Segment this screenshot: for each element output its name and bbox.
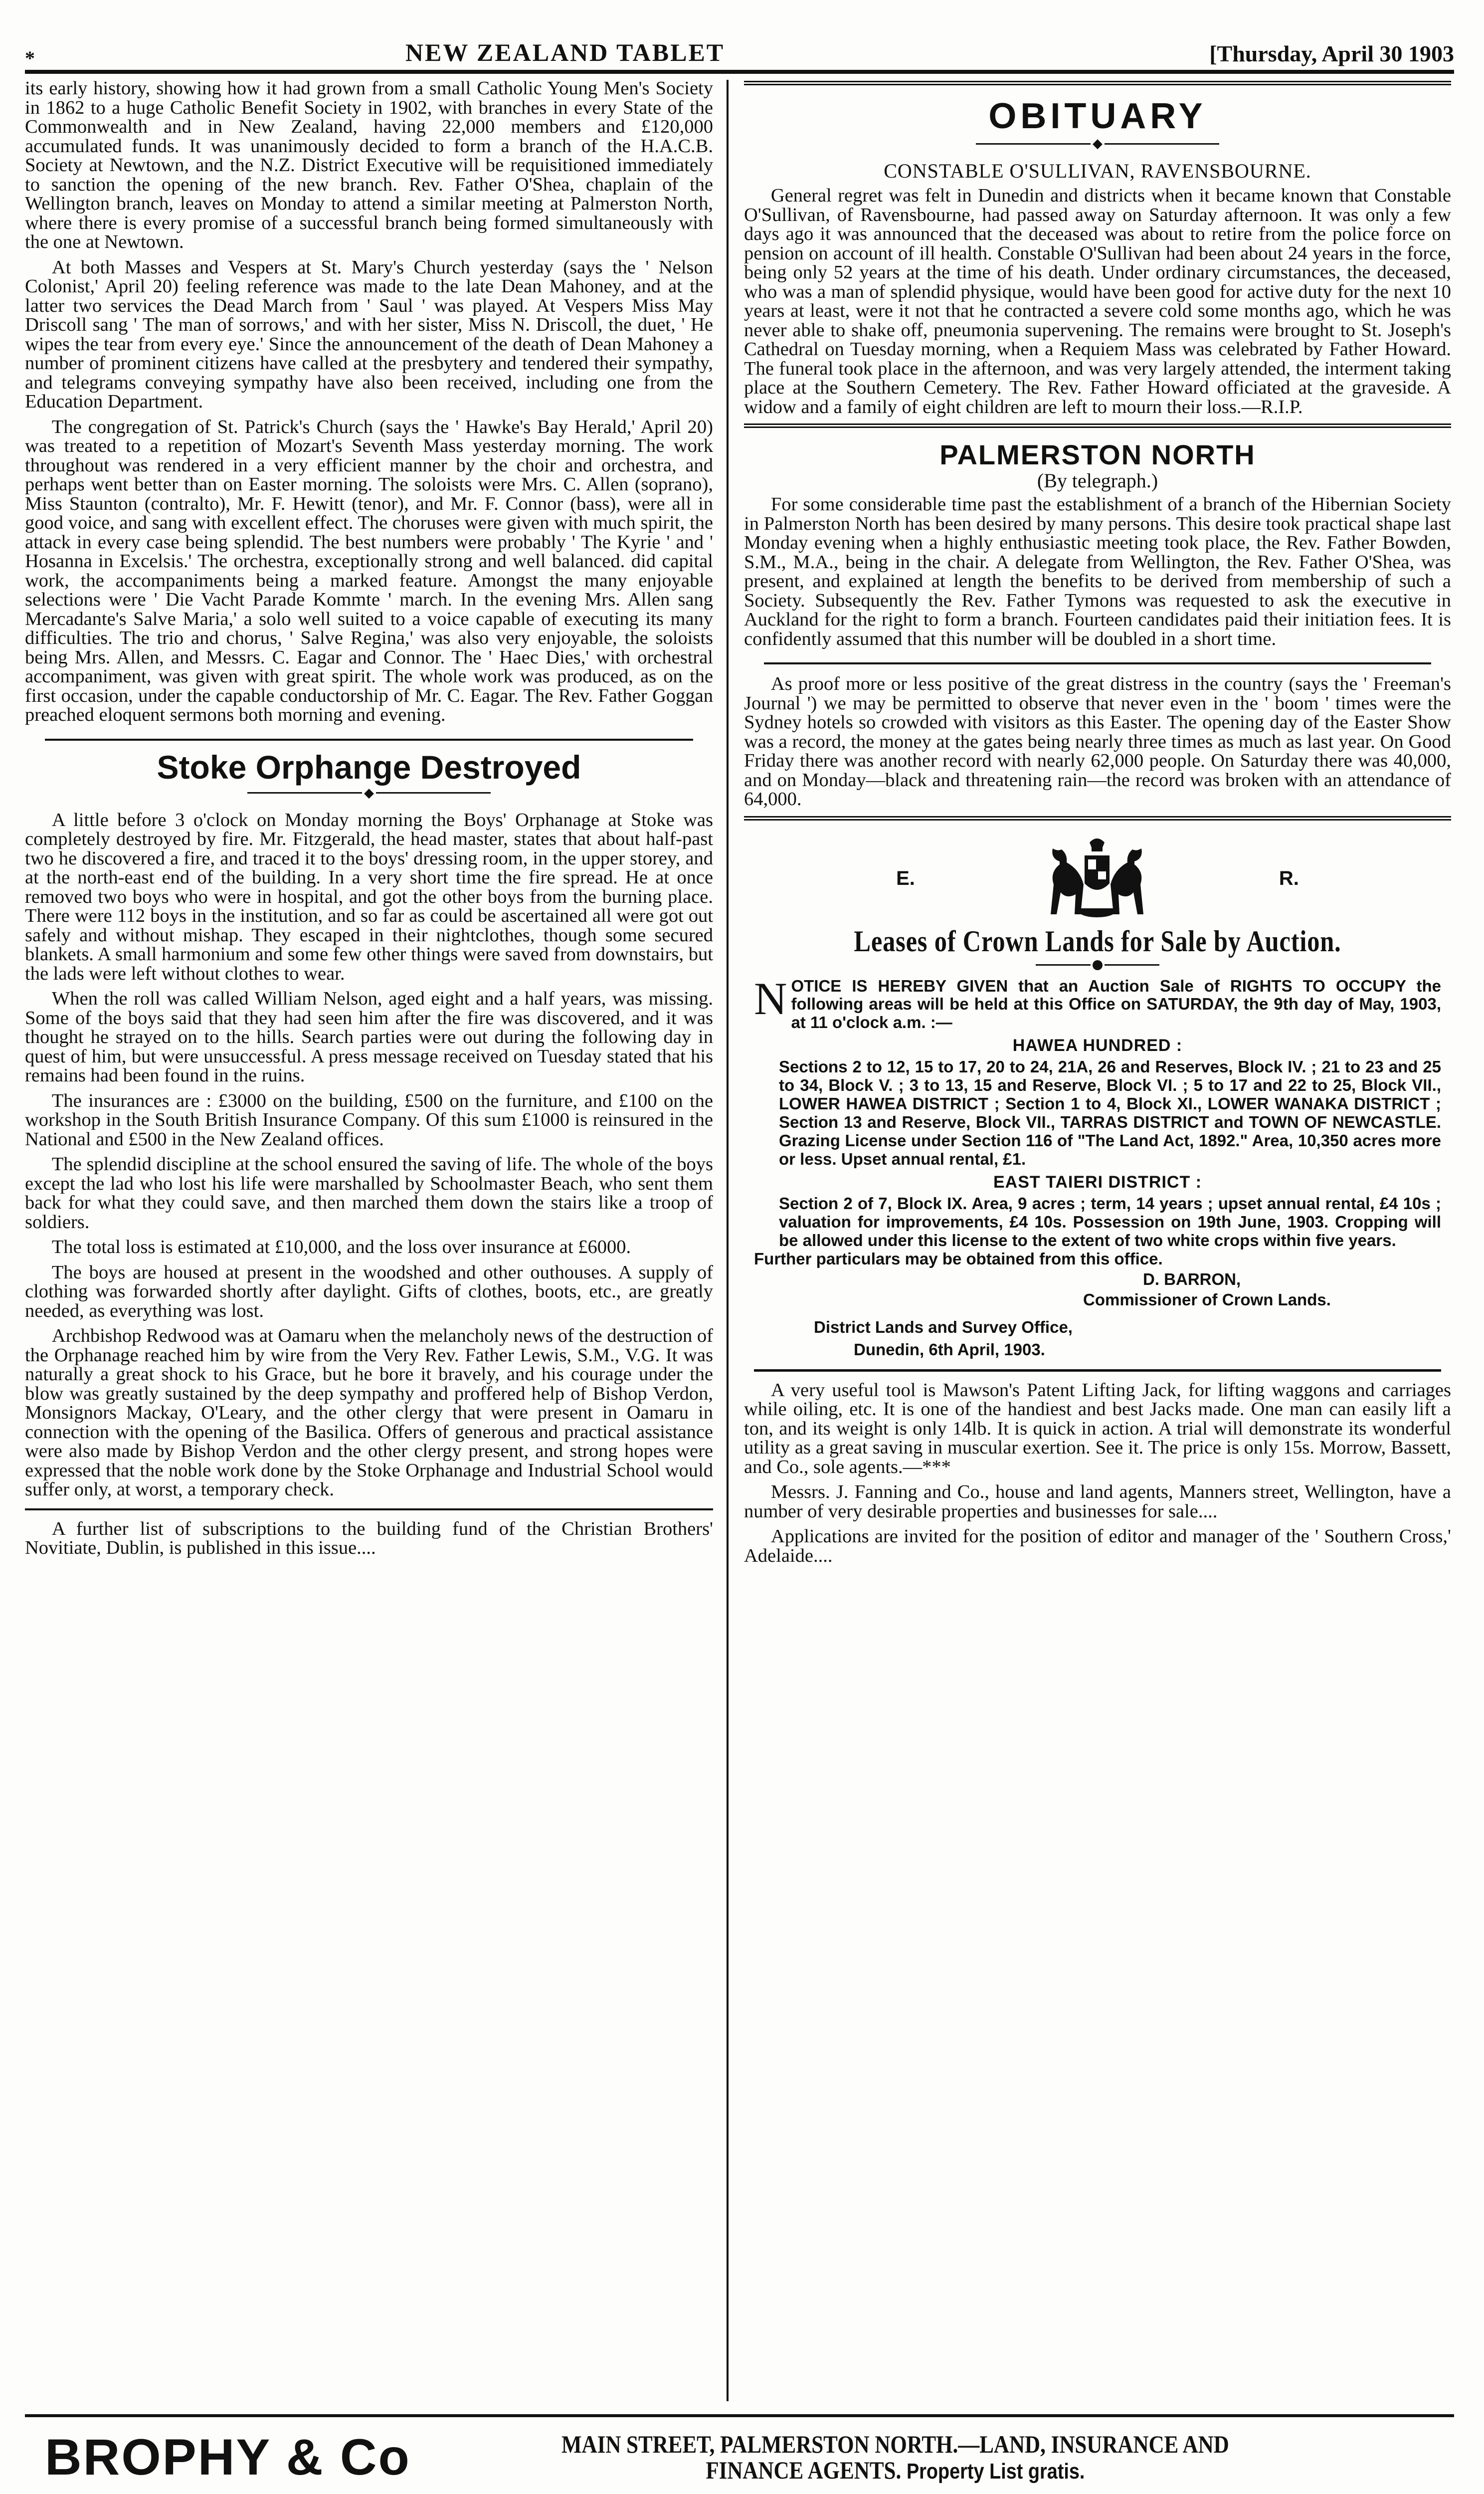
crest-row xyxy=(754,833,1441,923)
stoke-paragraph: The insurances are : £3000 on the building, £500 on the furniture, and £100 on the workshop in the South British Insurance Company. Of this sum £1000 is reinsured in the National and £500 in the New Zealand offices. xyxy=(25,1090,713,1150)
advert-place-date: Dunedin, 6th April, 1903. xyxy=(854,1340,1045,1359)
column-rule xyxy=(727,80,729,2401)
headline-ornament xyxy=(744,137,1451,150)
masthead-title: NEW ZEALAND TABLET xyxy=(405,38,725,66)
section-divider xyxy=(764,662,1431,664)
diamond-ornament-icon: ◆ xyxy=(1093,136,1103,151)
footer-advert xyxy=(25,2414,1454,2494)
subscriptions-paragraph: A further list of subscriptions to the building fund of the Christian Brothers' Novitiate, Dublin, is published in this issue.... xyxy=(25,1518,713,1558)
advert-ornament xyxy=(754,960,1441,970)
section-divider xyxy=(744,816,1451,821)
stoke-paragraph: When the roll was called William Nelson, aged eight and a half years, was missing. Some of the boys said that they had seen him after the fire was discovered, and it was thought he strayed on to the hills. Search parties were out during the following day in quest of him, but were unsuccessful. A press message received on Tuesday stated that his remains had been found in the ruins. xyxy=(25,988,713,1086)
crest-letter-right: R. xyxy=(1279,867,1299,889)
obituary-title: OBITUARY xyxy=(988,96,1207,136)
distress-paragraph: As proof more or less positive of the great distress in the country (says the ' Freeman's Journal ') we may be permitted to observe that never even in the ' boom ' times were the Sydney hotels so crowded with visitors as this Easter. The opening day of the Easter Show was a record, the money at the gates being nearly three times as much as last year. On Good Friday there was another record with nearly 62,000 people. On Saturday there was 40,000, and on Monday—black and threatening rain—the record was broken with an attendance of 64,000. xyxy=(744,673,1451,810)
masthead xyxy=(25,20,1454,74)
obituary-paragraph: General regret was felt in Dunedin and districts when it became known that Constable O'Sullivan, of Ravensbourne, had passed away on Saturday afternoon. It was only a few days ago it was announced that the deceased was about to retire from the police force on pension on account of ill health. Constable O'Sullivan had been about 24 years in the force, being only 52 years at the time of his death. Under ordinary circumstances, the deceased, who was a man of splendid physique, would have been good for active duty for the next 10 years at least, were it not that he contracted a severe cold some months ago, which he was never able to shake off, pneumonia supervening. The remains were brought to St. Joseph's Cathedral on Tuesday morning, when a Requiem Mass was celebrated by Father Howard. The funeral took place in the afternoon, and was very largely attended, the interment taking place at the Southern Cemetery. The Rev. Father Howard officiated at the graveside. A widow and a family of eight children are left to mourn their loss.—R.I.P. xyxy=(744,185,1451,417)
diamond-ornament-icon: ◆ xyxy=(364,785,374,800)
advert-dropcap: N xyxy=(754,973,787,1024)
advert-body xyxy=(754,973,1441,1359)
footer-company-name: BROPHY & Co xyxy=(45,2428,411,2486)
section-divider xyxy=(744,423,1451,428)
left-column xyxy=(25,79,713,2399)
advert-signatory-title: Commissioner of Crown Lands. xyxy=(1083,1290,1331,1309)
advert-section-title: HAWEA HUNDRED : xyxy=(1012,1036,1183,1055)
stoke-paragraph: The boys are housed at present in the woodshed and other outhouses. A supply of clothing was forwarded shortly after daylight. Gifts of clothes, boots, etc., are greatly needed, as everything was lost. xyxy=(25,1261,713,1321)
footer-advert-text xyxy=(474,2431,1317,2484)
footer-gratis: Property List gratis. xyxy=(906,2459,1085,2484)
advert-office: District Lands and Survey Office, xyxy=(814,1317,1073,1336)
stoke-headline: Stoke Orphange Destroyed xyxy=(157,748,581,786)
advert-further: Further particulars may be obtained from this office. xyxy=(754,1249,1163,1268)
advert-bottom-rule xyxy=(754,1369,1441,1372)
section-divider xyxy=(25,1508,713,1510)
advert-section-title: EAST TAIERI DISTRICT : xyxy=(993,1173,1202,1192)
advert-intro: OTICE IS HEREBY GIVEN that an Auction Sale of RIGHTS TO OCCUPY the following areas will be held at this Office on SATURDAY, the 9th day of May, 1903, at 11 o'clock a.m. :— xyxy=(791,976,1441,1032)
advert-title: Leases of Crown Lands for Sale by Auction. xyxy=(854,924,1341,958)
advert-section-text: Sections 2 to 12, 15 to 17, 20 to 24, 21A, 26 and Reserves, Block IV. ; 21 to 23 and 25 to 34, Block V. ; 3 to 13, 15 and Reserve, Block VI. ; 5 to 17 and 22 to 25, Block VII., LOWER HAWEA DISTRICT ; Section 1 to 4, Block XI., LOWER WANAKA DISTRICT ; Section 13 and Reserve, Block VII., TARRAS DISTRICT and TOWN OF NEWCASTLE. Grazing License under Section 116 of "The Land Act, 1892." Area, 10,350 acres more or less. Upset annual rental, £1. xyxy=(779,1057,1441,1169)
stoke-paragraph: The splendid discipline at the school ensured the saving of life. The whole of the boys except the lad who lost his life were marshalled by Schoolmaster Beach, who sent them back for what they could save, and then marched them down the stairs like a troop of soldiers. xyxy=(25,1154,713,1233)
section-divider xyxy=(744,81,1451,85)
advert-signatory: D. BARRON, xyxy=(1143,1270,1241,1289)
dot-ornament-icon xyxy=(1093,960,1103,970)
crown-lands-advert xyxy=(754,833,1441,1372)
stoke-paragraph: The total loss is estimated at £10,000, and the loss over insurance at £6000. xyxy=(51,1237,631,1257)
advert-section-text: Section 2 of 7, Block IX. Area, 9 acres ; term, 14 years ; upset annual rental, £4 10s ; valuation for improvements, £4 10s. Possession on 19th June, 1903. Cropping will be allowed under this license to the extent of two white crops within five years. xyxy=(779,1194,1441,1250)
right-column xyxy=(744,79,1451,2399)
st-marys-paragraph: At both Masses and Vespers at St. Mary's Church yesterday (says the ' Nelson Colonist,' April 20) feeling reference was made to the late Dean Mahoney, and at the latter two services the Dead March from ' Saul ' was played. At Vespers Miss May Driscoll sang ' The man of sorrows,' and with her sister, Miss N. Driscoll, the duet, ' He wipes the tear from every eye.' Since the announcement of the death of Dean Mahoney a number of prominent citizens have called at the presbytery and tendered their sympathy, and telegrams conveying sympathy have also been received, including one from the Education Department. xyxy=(25,256,713,412)
stoke-paragraph: Archbishop Redwood was at Oamaru when the melancholy news of the destruction of the Orphanage reached him by wire from the Very Rev. Father Lewis, S.M., V.G. It was naturally a great shock to his Grace, but he bore it bravely, and his courage under the blow was greatly sustained by the deep sympathy and proffered help of Bishop Verdon, Monsignors Mackay, O'Leary, and the other clergy that were present in Oamaru in connection with the opening of the Basilica. Offers of generous and practical assistance were also made by Bishop Verdon and the other clergy present, and strong hopes were expressed that the noble work done by the Stoke Orphanage and Industrial School would suffer only, at worst, a temporary check. xyxy=(25,1325,713,1500)
applications-paragraph: Applications are invited for the position of editor and manager of the ' Southern Cross,' Adelaide.... xyxy=(744,1526,1451,1566)
royal-coat-of-arms-icon xyxy=(1040,833,1154,923)
fanning-paragraph: Messrs. J. Fanning and Co., house and land agents, Manners street, Wellington, have a number of very desirable properties and businesses for sale.... xyxy=(744,1481,1451,1522)
masthead-date: [Thursday, April 30 1903 xyxy=(1209,41,1454,66)
obituary-subhead: CONSTABLE O'SULLIVAN, RAVENSBOURNE. xyxy=(884,160,1311,182)
palmerston-title: PALMERSTON NORTH xyxy=(939,439,1256,470)
palmerston-byline: (By telegraph.) xyxy=(1037,469,1158,492)
headline-ornament xyxy=(25,787,713,800)
mawson-paragraph: A very useful tool is Mawson's Patent Lifting Jack, for lifting waggons and carriages while oiling, etc. It is one of the handiest and best Jacks made. One man can easily lift a ton, and its weight is only 14lb. It is quick in action. A trial will demonstrate its wonderful utility as a great saving in muscular exertion. See it. The price is only 15s. Morrow, Bassett, and Co., sole agents.—*** xyxy=(744,1379,1451,1477)
footer-line-2: FINANCE AGENTS. xyxy=(706,2456,902,2484)
masthead-mark: * xyxy=(25,47,35,69)
section-divider xyxy=(45,739,693,741)
hacb-paragraph: its early history, showing how it had grown from a small Catholic Young Men's Society in 1862 to a huge Catholic Benefit Society in 1902, with branches in every State of the Commonwealth and in New Zealand, having 22,000 members and £120,000 accumulated funds. It was unanimously decided to form a branch of the H.A.C.B. Society at Newtown, and the N.Z. District Executive will be requisitioned immediately to sanction the opening of the new branch. Rev. Father O'Shea, chaplain of the Wellington branch, leaves on Monday to attend a similar meeting at Palmerston North, where there is every promise of a successful branch being formed simultaneously with the one at Newtown. xyxy=(25,79,713,252)
st-patricks-paragraph: The congregation of St. Patrick's Church (says the ' Hawke's Bay Herald,' April 20) was treated to a repetition of Mozart's Seventh Mass yesterday morning. The work throughout was rendered in a very efficient manner by the choir and orchestra, and perhaps went better than on Easter morning. The soloists were Mrs. C. Allen (soprano), Miss Staunton (contralto), Mr. F. Hewitt (tenor), and Mr. F. Connor (bass), were all in good voice, and sang with excellent effect. The choruses were given with much spirit, the attack in every case being splendid. The best numbers were probably ' The Kyrie ' and ' Hosanna in Excelsis.' The orchestra, exceptionally strong and well balanced. did capital work, the accompaniments being a marked feature. Amongst the many enjoyable selections were ' Die Vacht Parade Kommte ' march. In the evening Mrs. Allen sang Mercadante's Salve Maria,' a solo well suited to a voice capable of executing its many difficulties. The trio and chorus, ' Salve Regina,' was also very enjoyable, the soloists being Mrs. Allen, and Messrs. C. Eagar and Connor. The ' Haec Dies,' with orchestral accompaniment, was given with great spirit. The whole work was produced, as on the first occasion, under the capable conductorship of Mr. C. Eagar. The Rev. Father Goggan preached eloquent sermons both morning and evening. xyxy=(25,416,713,725)
footer-line-1: MAIN STREET, PALMERSTON NORTH.—LAND, INSURANCE AND xyxy=(561,2430,1229,2458)
stoke-paragraph: A little before 3 o'clock on Monday morning the Boys' Orphanage at Stoke was completely destroyed by fire. Mr. Fitzgerald, the head master, states that about half-past two he discovered a fire, and traced it to the boys' dressing room, in the upper storey, and at the north-east end of the building. In a very short time the fire spread. He at once removed two boys who were in hospital, and got the other boys from the burning place. There were 112 boys in the institution, and so far as could be ascertained all were got out safely and without mishap. They escaped in their nightclothes, though some secured blankets. A small harmonium and some few other things were saved from downstairs, but the lads were left without clothes to wear. xyxy=(25,809,713,984)
crest-letter-left: E. xyxy=(896,867,915,889)
palmerston-paragraph: For some considerable time past the establishment of a branch of the Hibernian Society in Palmerston North has been desired by many persons. This desire took practical shape last Monday evening when a highly enthusiastic meeting took place, the Rev. Father Bowden, S.M., M.A., being in the chair. A delegate from Wellington, the Rev. Father O'Shea, was present, and explained at length the benefits to be derived from membership of such a Society. Subsequently the Rev. Father Tymons was requested to ask the executive in Auckland for the right to form a branch. Fourteen candidates paid their initiation fees. It is confidently assumed that this number will be doubled in a short time. xyxy=(744,494,1451,649)
